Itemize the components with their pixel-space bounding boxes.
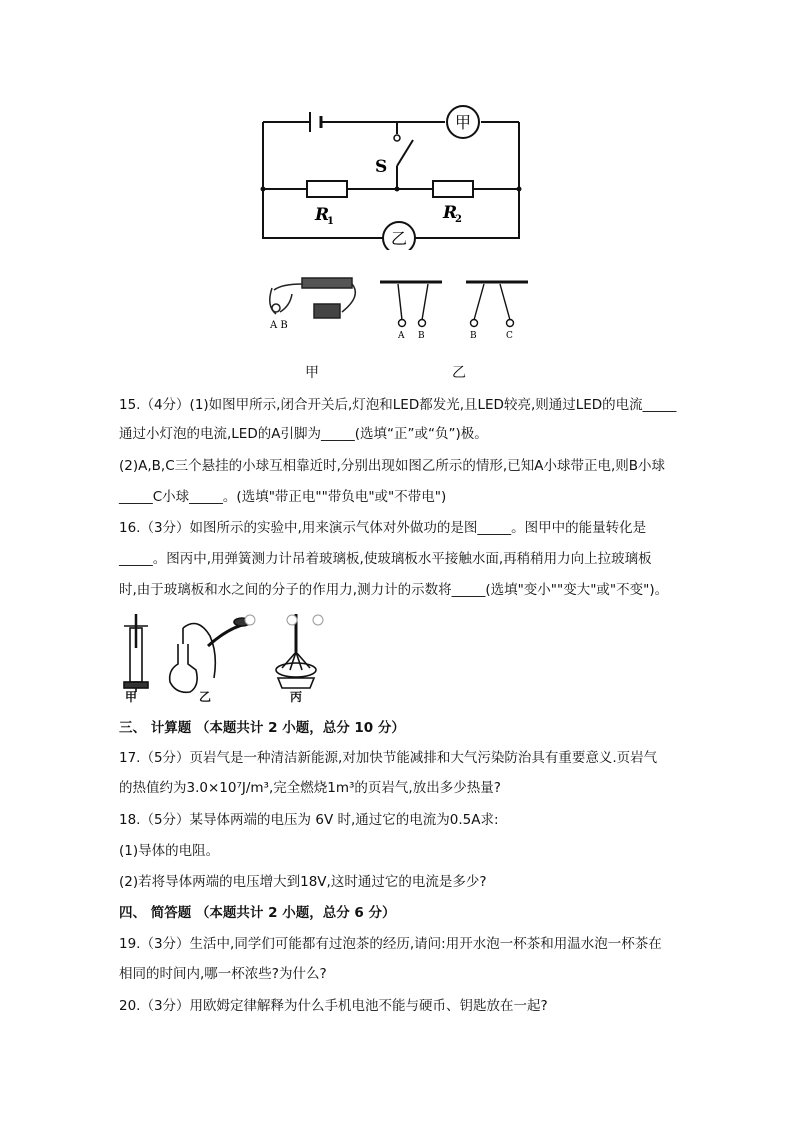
q15-line2: 通过小灯泡的电流,LED的A引脚为_____(选填“正”或“负”)极。 bbox=[119, 426, 488, 442]
q15-line3: (2)A,B,C三个悬挂的小球互相靠近时,分别出现如图乙所示的情形,已知A小球带正电,则B小球 bbox=[119, 458, 665, 474]
q20-line1: 20.（3分）用欧姆定律解释为什么手机电池不能与硬币、钥匙放在一起? bbox=[119, 998, 548, 1014]
r1-subscript: 1 bbox=[327, 216, 334, 227]
circuit-diagram bbox=[255, 100, 535, 250]
q18-line1: 18.（5分）某导体两端的电压为 6V 时,通过它的电流为0.5A求: bbox=[119, 812, 499, 828]
q15-line1: 15.（4分）(1)如图甲所示,闭合开关后,灯泡和LED都发光,且LED较亮,则通过LED的电流_____ bbox=[119, 397, 677, 413]
ball-a-label: A bbox=[398, 331, 405, 340]
r2-subscript: 2 bbox=[455, 214, 462, 225]
q16-caption-bing: 丙 bbox=[290, 690, 303, 704]
led-circuit-figure bbox=[262, 276, 367, 338]
meter-jia-label: 甲 bbox=[454, 113, 472, 132]
caption-jia: 甲 bbox=[305, 365, 319, 381]
q15-line4: _____C小球_____。(选填"带正电""带负电"或"不带电") bbox=[119, 489, 447, 505]
r2-label: R bbox=[443, 203, 458, 223]
q16-line3: 时,由于玻璃板和水之间的分子的作用力,测力计的示数将_____(选填"变小""变大"或"不变")。 bbox=[119, 582, 669, 598]
q18-line2: (1)导体的电阻。 bbox=[119, 843, 220, 859]
q16-line1: 16.（3分）如图所示的实验中,用来演示气体对外做功的是图_____。图甲中的能量转化是 bbox=[119, 520, 647, 536]
q17-line2: 的热值约为3.0×10⁷J/m³,完全燃烧1m³的页岩气,放出多少热量? bbox=[119, 780, 501, 796]
q18-line3: (2)若将导体两端的电压增大到18V,这时通过它的电流是多少? bbox=[119, 874, 487, 890]
ball-c-label: C bbox=[506, 331, 513, 340]
r1-label: R bbox=[315, 205, 330, 225]
q17-line1: 17.（5分）页岩气是一种清洁新能源,对加快节能减排和大气污染防治具有重要意义.页岩气 bbox=[119, 750, 658, 766]
q16-caption-yi: 乙 bbox=[199, 690, 212, 704]
switch-label: S bbox=[375, 157, 388, 177]
section3-title: 三、 计算题 （本题共计 2 小题，总分 10 分） bbox=[119, 720, 405, 736]
hanging-balls-figure bbox=[378, 276, 538, 340]
ball-b-label: B bbox=[418, 331, 425, 340]
ball-b2-label: B bbox=[470, 331, 477, 340]
meter-yi-label: 乙 bbox=[390, 229, 408, 248]
section4-title: 四、 简答题 （本题共计 2 小题，总分 6 分） bbox=[119, 905, 396, 921]
q16-caption-jia: 甲 bbox=[125, 690, 138, 704]
caption-yi: 乙 bbox=[452, 365, 466, 381]
led-pins-label: A B bbox=[270, 320, 288, 331]
q16-line2: _____。图丙中,用弹簧测力计吊着玻璃板,使玻璃板水平接触水面,再稍稍用力向上拉玻璃板 bbox=[119, 551, 652, 567]
q19-line1: 19.（3分）生活中,同学们可能都有过泡茶的经历,请问:用开水泡一杯茶和用温水泡一杯茶在 bbox=[119, 936, 662, 952]
q19-line2: 相同的时间内,哪一杯浓些?为什么? bbox=[119, 966, 327, 982]
